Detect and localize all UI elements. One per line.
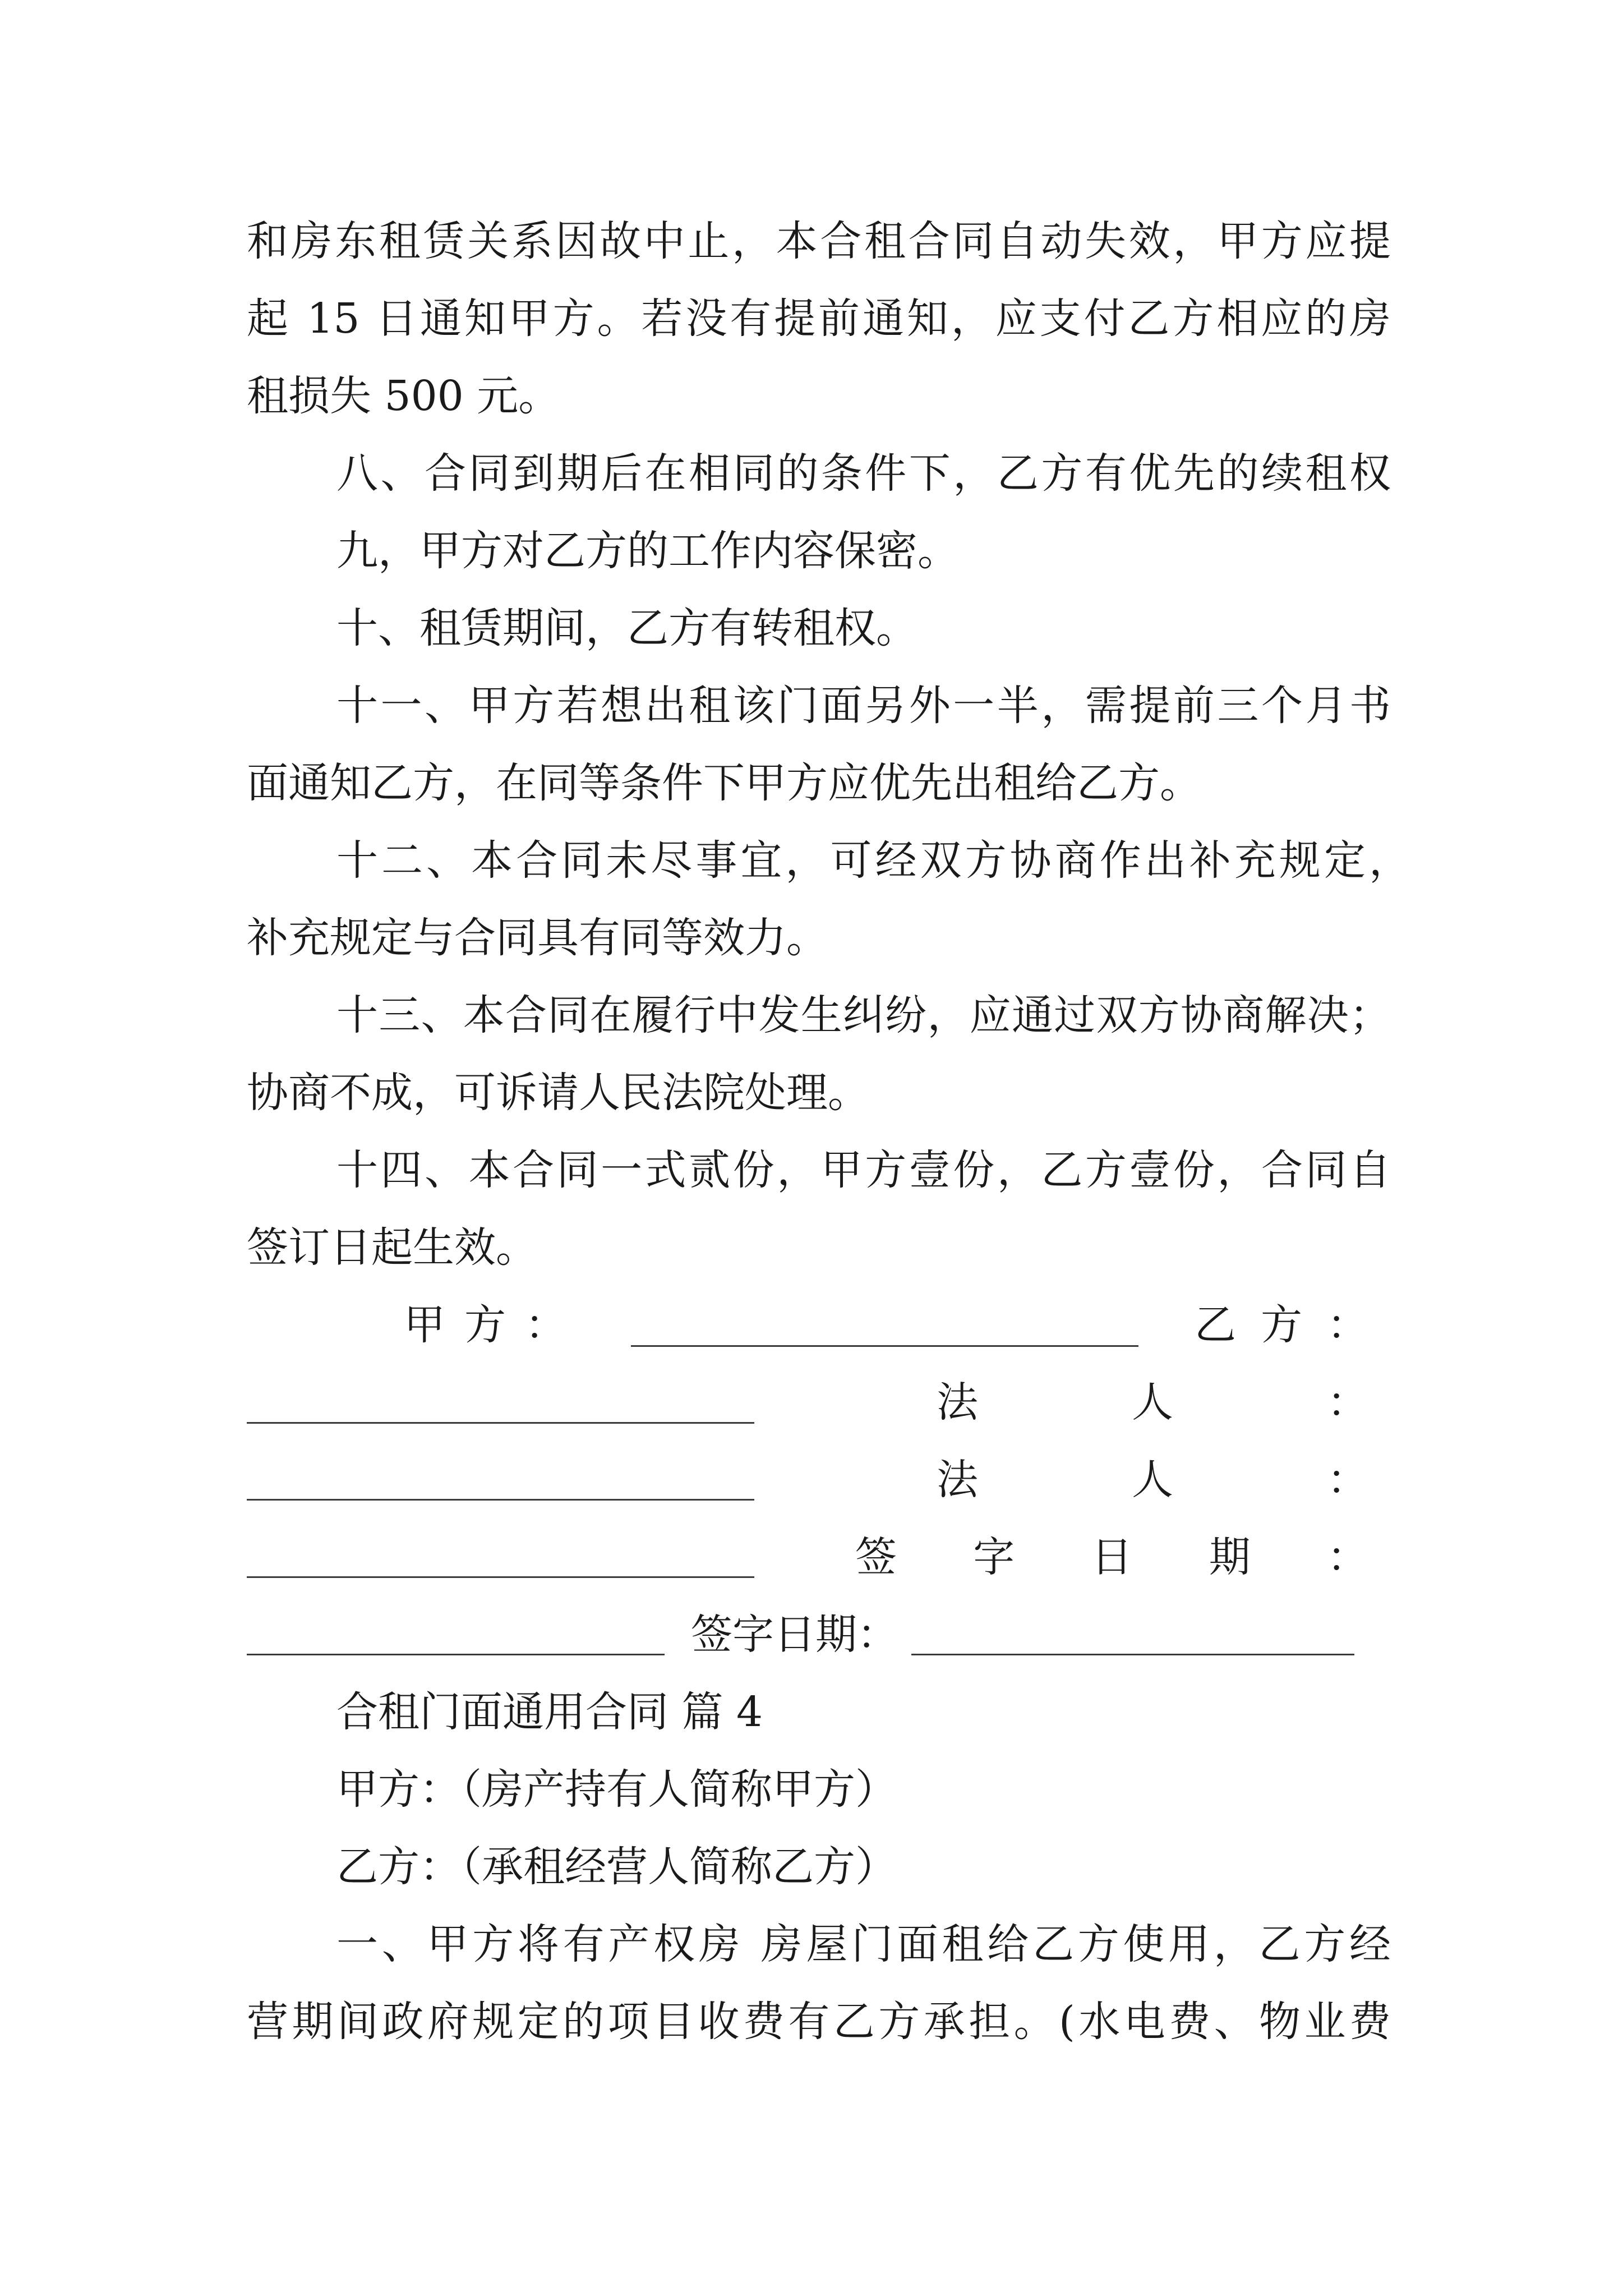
clause-10: 十、租赁期间，乙方有转租权。 <box>336 604 917 652</box>
party-a-signature-line <box>631 1345 1138 1347</box>
sign-date-label-1: 签 字 日 期 ： <box>855 1533 1368 1581</box>
clause-12-line-1: 十二、本合同未尽事宜，可经双方协商作出补充规定， <box>336 836 1410 885</box>
sign-date-line-2 <box>911 1654 1354 1655</box>
section-4-clause-1-line-2: 营期间政府规定的项目收费有乙方承担。(水电费、物业费 <box>247 1998 1391 2046</box>
sign-date-line-1 <box>247 1654 665 1655</box>
clause-11-line-1: 十一、甲方若想出租该门面另外一半，需提前三个月书 <box>336 682 1391 730</box>
legal-person-label-2: 法 人 ： <box>937 1456 1368 1504</box>
section-4-title: 合租门面通用合同 篇 4 <box>336 1688 763 1736</box>
clause-14-line-1: 十四、本合同一式贰份，甲方壹份，乙方壹份，合同自 <box>336 1146 1391 1194</box>
clause-11-line-2: 面通知乙方，在同等条件下甲方应优先出租给乙方。 <box>247 759 1201 807</box>
clause-7-line-1: 和房东租赁关系因故中止，本合租合同自动失效，甲方应提 <box>247 217 1391 265</box>
legal-person-signature-line-2 <box>247 1576 754 1578</box>
clause-7-line-2: 起 15 日通知甲方。若没有提前通知，应支付乙方相应的房 <box>247 295 1391 343</box>
legal-person-signature-line-1 <box>247 1499 754 1501</box>
clause-14-line-2: 签订日起生效。 <box>247 1223 537 1272</box>
clause-8: 八、合同到期后在相同的条件下，乙方有优先的续租权 <box>336 449 1391 498</box>
party-a-label: 甲 方 ： <box>404 1301 566 1349</box>
clause-12-line-2: 补充规定与合同具有同等效力。 <box>247 914 828 962</box>
clause-9: 九，甲方对乙方的工作内容保密。 <box>336 527 959 575</box>
section-4-clause-1-line-1: 一、甲方将有产权房 房屋门面租给乙方使用，乙方经 <box>336 1920 1391 1968</box>
section-4-party-a: 甲方：（房产持有人简称甲方） <box>336 1765 897 1814</box>
clause-13-line-2: 协商不成，可诉请人民法院处理。 <box>247 1069 869 1117</box>
clause-13-line-1: 十三、本合同在履行中发生纠纷，应通过双方协商解决； <box>336 991 1391 1039</box>
section-4-party-b: 乙方：（承租经营人简称乙方） <box>336 1843 897 1891</box>
party-b-label: 乙 方 ： <box>1195 1301 1368 1349</box>
clause-7-line-3: 租损失 500 元。 <box>247 372 560 420</box>
legal-person-label-1: 法 人 ： <box>937 1378 1368 1427</box>
party-b-signature-line <box>247 1422 754 1424</box>
sign-date-label-2: 签字日期： <box>691 1611 898 1659</box>
